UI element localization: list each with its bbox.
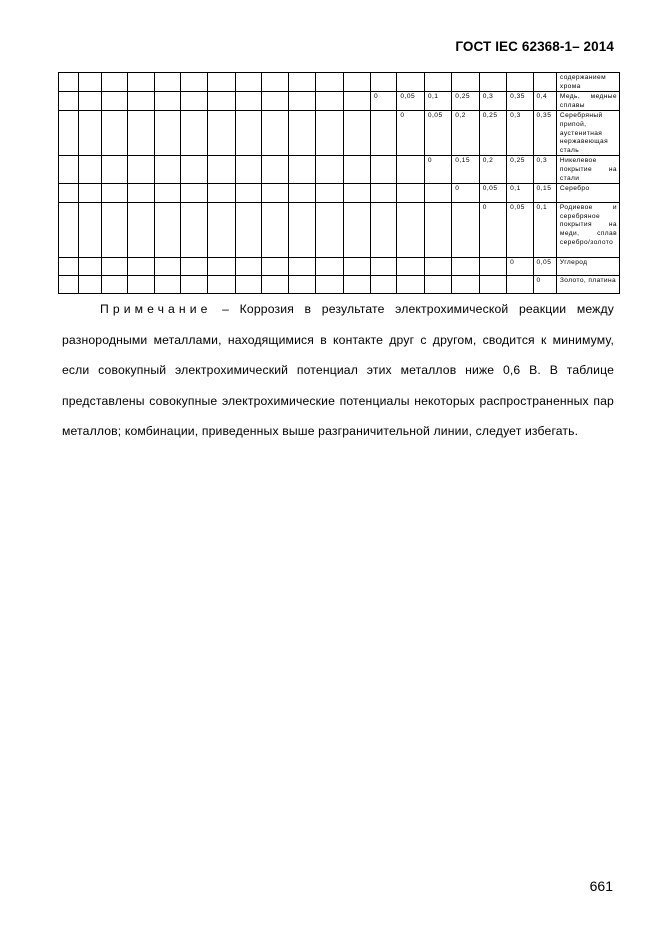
potential-cell [79, 111, 101, 156]
potential-cell: 0 [424, 156, 451, 184]
metal-name-cell: Серебро [556, 184, 619, 203]
potential-cell [343, 92, 370, 111]
potential-cell [154, 203, 180, 258]
potential-cell [533, 73, 556, 92]
potential-cell [262, 73, 288, 92]
potential-cell [59, 92, 79, 111]
potential-cell [79, 276, 101, 294]
potential-cell [288, 73, 315, 92]
potential-cell [343, 111, 370, 156]
potential-cell: 0,15 [452, 156, 479, 184]
potential-cell: 0,3 [479, 92, 506, 111]
potential-cell [79, 184, 101, 203]
potential-cell: 0,3 [533, 156, 556, 184]
potential-cell [370, 111, 396, 156]
potential-cell [316, 184, 343, 203]
potential-cell [180, 73, 207, 92]
potential-cell [507, 276, 533, 294]
potential-cell [154, 92, 180, 111]
potential-cell [59, 203, 79, 258]
potential-cell: 0,1 [507, 184, 533, 203]
potential-cell [235, 73, 261, 92]
note-label: Примечание [100, 302, 212, 316]
potential-cell [370, 156, 396, 184]
potential-cell: 0 [479, 203, 506, 258]
potential-cell: 0,25 [452, 92, 479, 111]
potential-cell [154, 258, 180, 276]
potential-cell [288, 203, 315, 258]
potential-cell [424, 203, 451, 258]
potential-cell [101, 258, 127, 276]
metal-name-cell: Медь, медные сплавы [556, 92, 619, 111]
potential-cell [343, 258, 370, 276]
metal-name-cell: Никелевое покрытие на стали [556, 156, 619, 184]
potential-cell [79, 156, 101, 184]
potential-cell [316, 258, 343, 276]
potential-cell [397, 203, 424, 258]
potential-cell [235, 111, 261, 156]
potential-cell: 0 [370, 92, 396, 111]
potential-cell [316, 111, 343, 156]
potential-cell [101, 203, 127, 258]
potential-cell [316, 203, 343, 258]
potential-cell: 0,15 [533, 184, 556, 203]
potential-cell [180, 92, 207, 111]
table-row [59, 258, 620, 276]
potential-cell [154, 73, 180, 92]
potential-cell [397, 156, 424, 184]
potential-cell [79, 73, 101, 92]
potential-cell [479, 276, 506, 294]
potential-cell [343, 276, 370, 294]
potential-cell [128, 156, 154, 184]
potential-cell [452, 203, 479, 258]
potential-cell [397, 184, 424, 203]
potential-cell [343, 156, 370, 184]
potential-cell [154, 156, 180, 184]
table-row [59, 184, 620, 203]
potential-cell [424, 258, 451, 276]
potential-cell: 0,35 [533, 111, 556, 156]
potential-cell: 0,2 [479, 156, 506, 184]
galvanic-potential-table [58, 72, 620, 294]
potential-cell [235, 184, 261, 203]
potential-cell: 0,25 [479, 111, 506, 156]
potential-cell [479, 73, 506, 92]
potential-cell: 0,05 [507, 203, 533, 258]
potential-cell [288, 92, 315, 111]
potential-cell: 0,3 [507, 111, 533, 156]
potential-cell [262, 92, 288, 111]
potential-cell [262, 111, 288, 156]
potential-cell [262, 184, 288, 203]
potential-cell [154, 276, 180, 294]
potential-cell: 0,05 [424, 111, 451, 156]
potential-cell: 0 [533, 276, 556, 294]
potential-cell [235, 92, 261, 111]
potential-cell: 0,05 [479, 184, 506, 203]
potential-cell: 0,4 [533, 92, 556, 111]
potential-cell: 0 [452, 184, 479, 203]
metal-name-cell: содержанием хрома [556, 73, 619, 92]
potential-cell [452, 276, 479, 294]
potential-cell [262, 203, 288, 258]
potential-cell: 0 [507, 258, 533, 276]
potential-cell [180, 111, 207, 156]
page-number: 661 [589, 878, 613, 894]
potential-cell [507, 73, 533, 92]
potential-cell [180, 184, 207, 203]
potential-cell [101, 156, 127, 184]
potential-cell: 0,05 [533, 258, 556, 276]
potential-cell [128, 92, 154, 111]
metal-name-cell: Родиевое и серебряное покрытия на меди, сплав серебро/золото [556, 203, 619, 258]
potential-cell [79, 258, 101, 276]
potential-cell [343, 184, 370, 203]
potential-cell [452, 258, 479, 276]
potential-cell [128, 203, 154, 258]
potential-cell [262, 258, 288, 276]
potential-cell [59, 156, 79, 184]
potential-cell [101, 111, 127, 156]
potential-cell [288, 276, 315, 294]
potential-cell [316, 73, 343, 92]
potential-cell: 0,2 [452, 111, 479, 156]
potential-cell [452, 73, 479, 92]
document-header: ГОСТ IEC 62368-1– 2014 [455, 39, 614, 54]
potential-cell [180, 156, 207, 184]
potential-cell [316, 276, 343, 294]
potential-cell [208, 184, 235, 203]
potential-cell [288, 156, 315, 184]
potential-cell [59, 258, 79, 276]
potential-cell [316, 92, 343, 111]
potential-cell [79, 203, 101, 258]
potential-cell: 0,1 [424, 92, 451, 111]
potential-cell [262, 156, 288, 184]
metal-name-cell: Золото, платина [556, 276, 619, 294]
table-row [59, 111, 620, 156]
potential-cell [180, 203, 207, 258]
potential-cell [235, 258, 261, 276]
potential-cell [79, 92, 101, 111]
potential-cell [180, 258, 207, 276]
potential-cell [128, 184, 154, 203]
potential-cell [59, 184, 79, 203]
potential-cell [154, 184, 180, 203]
potential-cell [370, 258, 396, 276]
potential-cell [128, 111, 154, 156]
potential-cell [288, 111, 315, 156]
potential-cell [128, 258, 154, 276]
potential-cell [316, 156, 343, 184]
potential-cell [101, 276, 127, 294]
table-row [59, 92, 620, 111]
potential-cell [479, 258, 506, 276]
potential-cell [424, 276, 451, 294]
potential-cell [288, 258, 315, 276]
potential-cell: 0 [397, 111, 424, 156]
note-paragraph [62, 294, 614, 447]
potential-cell [235, 156, 261, 184]
potential-cell [208, 258, 235, 276]
table-row [59, 203, 620, 258]
potential-cell: 0,05 [397, 92, 424, 111]
note-text: – Коррозия в результате электрохимической реакции между разнородными металлами, находящимися в контакте друг с другом, сводится к минимуму, если совокупный электрохимический потенциал этих металлов ниже 0,6 В. В таблице представлены совокупные электрохимические потенциалы некоторых распространенных пар металлов; комбинации, приведенных выше разграничительной линии, следует избегать. [62, 302, 614, 439]
potential-cell [343, 203, 370, 258]
potential-cell: 0,35 [507, 92, 533, 111]
potential-cell [262, 276, 288, 294]
potential-cell [128, 276, 154, 294]
potential-cell [424, 184, 451, 203]
potential-cell [397, 276, 424, 294]
potential-cell [154, 111, 180, 156]
potential-cell: 0,25 [507, 156, 533, 184]
potential-cell [235, 276, 261, 294]
potential-cell [101, 184, 127, 203]
potential-cell [208, 111, 235, 156]
table-row [59, 156, 620, 184]
potential-cell [101, 92, 127, 111]
potential-cell [208, 276, 235, 294]
potential-cell [370, 73, 396, 92]
potential-cell [208, 203, 235, 258]
potential-cell [343, 73, 370, 92]
table-row [59, 276, 620, 294]
potential-cell [370, 184, 396, 203]
potential-cell: 0,1 [533, 203, 556, 258]
potential-cell [288, 184, 315, 203]
table-row [59, 73, 620, 92]
metal-name-cell: Серебряный припой, аустенитная нержавеющая сталь [556, 111, 619, 156]
metal-name-cell: Углерод [556, 258, 619, 276]
potential-cell [397, 258, 424, 276]
potential-cell [59, 111, 79, 156]
potential-cell [370, 203, 396, 258]
potential-cell [59, 73, 79, 92]
potential-cell [180, 276, 207, 294]
potential-cell [208, 73, 235, 92]
potential-cell [208, 92, 235, 111]
potential-cell [235, 203, 261, 258]
potential-cell [59, 276, 79, 294]
potential-cell [101, 73, 127, 92]
potential-cell [208, 156, 235, 184]
potential-cell [128, 73, 154, 92]
potential-cell [397, 73, 424, 92]
potential-cell [370, 276, 396, 294]
potential-cell [424, 73, 451, 92]
